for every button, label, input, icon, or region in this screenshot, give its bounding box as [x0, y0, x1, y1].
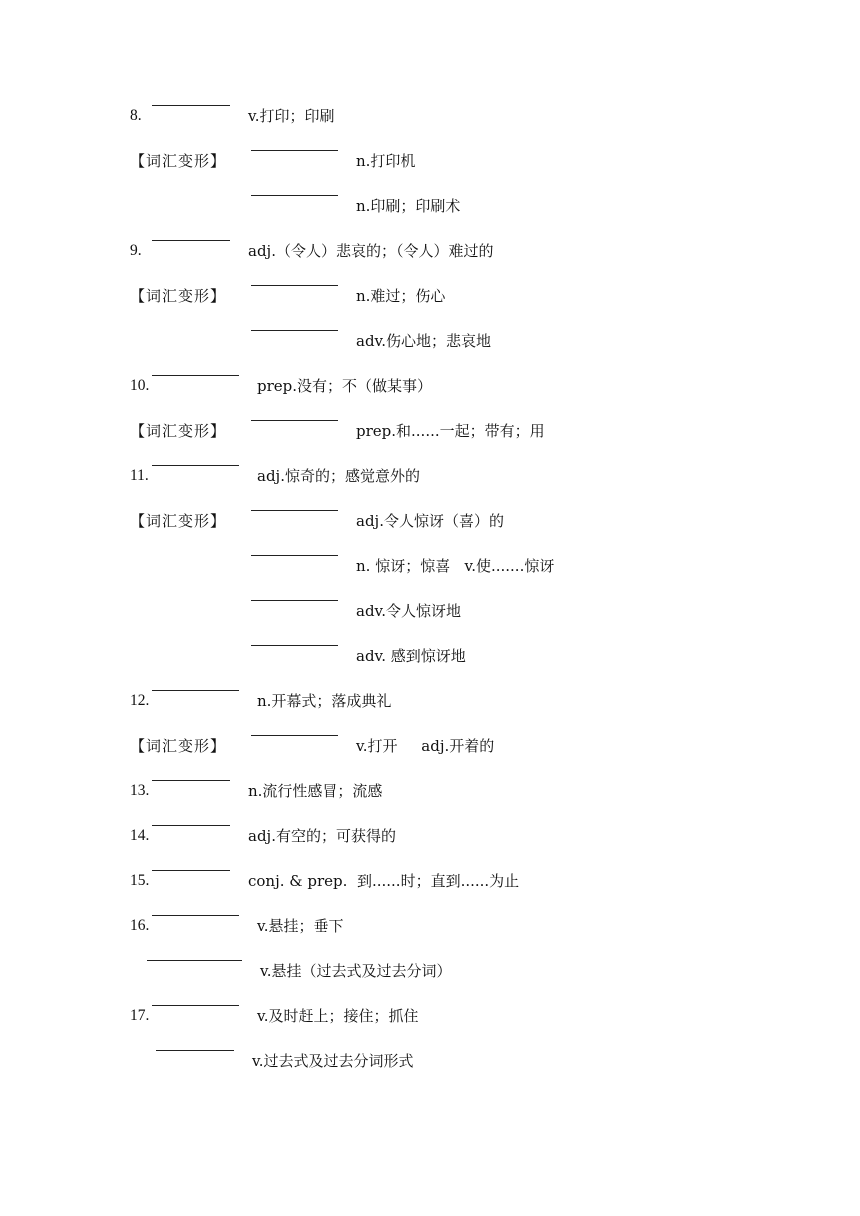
answer-blank[interactable] — [251, 419, 338, 421]
definition: adv.令人惊讶地 — [356, 602, 462, 620]
entry-13 — [0, 779, 860, 803]
entry-16-variant-1 — [0, 959, 860, 983]
vocab-variant-tag: 【词汇变形】 — [130, 512, 227, 530]
entry-11-variant-1 — [0, 509, 860, 533]
entry-17 — [0, 1004, 860, 1028]
entry-number: 17. — [130, 1007, 150, 1024]
definition: n.印刷；印刷术 — [356, 197, 461, 215]
answer-blank[interactable] — [152, 239, 230, 241]
definition: n. 惊讶；惊喜 v.使.......惊讶 — [356, 557, 555, 575]
definition: n.打印机 — [356, 152, 416, 170]
definition: adj.惊奇的；感觉意外的 — [257, 467, 420, 485]
definition: v.及时赶上；接住；抓住 — [257, 1007, 419, 1025]
entry-15 — [0, 869, 860, 893]
answer-blank[interactable] — [152, 869, 230, 871]
entry-number: 11. — [130, 467, 149, 484]
entry-number: 13. — [130, 782, 150, 799]
entry-12-variant-1 — [0, 734, 860, 758]
entry-11-variant-4 — [0, 644, 860, 668]
definition: adj.（令人）悲哀的；（令人）难过的 — [248, 242, 494, 260]
entry-14 — [0, 824, 860, 848]
answer-blank[interactable] — [152, 914, 239, 916]
entry-11-variant-2 — [0, 554, 860, 578]
entry-8-variant-2 — [0, 194, 860, 218]
definition: v.悬挂（过去式及过去分词） — [260, 962, 452, 980]
entry-number: 12. — [130, 692, 150, 709]
entry-number: 10. — [130, 377, 150, 394]
entry-11-variant-3 — [0, 599, 860, 623]
answer-blank[interactable] — [251, 149, 338, 151]
entry-number: 9. — [130, 242, 142, 259]
definition: n.流行性感冒；流感 — [248, 782, 383, 800]
definition: conj. & prep. 到......时；直到......为止 — [248, 872, 520, 890]
definition: adj.令人惊讶（喜）的 — [356, 512, 504, 530]
answer-blank[interactable] — [152, 779, 230, 781]
entry-number: 15. — [130, 872, 150, 889]
definition: adv. 感到惊讶地 — [356, 647, 466, 665]
vocab-variant-tag: 【词汇变形】 — [130, 287, 227, 305]
entry-9-variant-2 — [0, 329, 860, 353]
answer-blank[interactable] — [152, 1004, 239, 1006]
definition: adj.有空的；可获得的 — [248, 827, 396, 845]
definition: prep.没有；不（做某事） — [257, 377, 433, 395]
answer-blank[interactable] — [251, 599, 338, 601]
entry-16 — [0, 914, 860, 938]
vocab-variant-tag: 【词汇变形】 — [130, 152, 227, 170]
entry-11 — [0, 464, 860, 488]
definition: n.难过；伤心 — [356, 287, 446, 305]
answer-blank[interactable] — [251, 554, 338, 556]
answer-blank[interactable] — [147, 959, 242, 961]
entry-10 — [0, 374, 860, 398]
answer-blank[interactable] — [251, 644, 338, 646]
definition: adv.伤心地；悲哀地 — [356, 332, 492, 350]
definition: v.打开 adj.开着的 — [356, 737, 495, 755]
vocab-variant-tag: 【词汇变形】 — [130, 422, 227, 440]
definition: prep.和......一起；带有；用 — [356, 422, 545, 440]
answer-blank[interactable] — [152, 689, 239, 691]
entry-8 — [0, 104, 860, 128]
entry-number: 8. — [130, 107, 142, 124]
vocab-variant-tag: 【词汇变形】 — [130, 737, 227, 755]
entry-12 — [0, 689, 860, 713]
answer-blank[interactable] — [251, 734, 338, 736]
definition: v.过去式及过去分词形式 — [252, 1052, 414, 1070]
entry-number: 16. — [130, 917, 150, 934]
definition: v.打印；印刷 — [248, 107, 335, 125]
definition: n.开幕式；落成典礼 — [257, 692, 392, 710]
answer-blank[interactable] — [156, 1049, 234, 1051]
entry-17-variant-1 — [0, 1049, 860, 1073]
definition: v.悬挂；垂下 — [257, 917, 344, 935]
answer-blank[interactable] — [251, 194, 338, 196]
entry-9-variant-1 — [0, 284, 860, 308]
answer-blank[interactable] — [251, 284, 338, 286]
entry-9 — [0, 239, 860, 263]
entry-number: 14. — [130, 827, 150, 844]
answer-blank[interactable] — [152, 464, 239, 466]
answer-blank[interactable] — [152, 824, 230, 826]
answer-blank[interactable] — [251, 329, 338, 331]
answer-blank[interactable] — [251, 509, 338, 511]
entry-10-variant-1 — [0, 419, 860, 443]
answer-blank[interactable] — [152, 374, 239, 376]
answer-blank[interactable] — [152, 104, 230, 106]
entry-8-variant-1 — [0, 149, 860, 173]
